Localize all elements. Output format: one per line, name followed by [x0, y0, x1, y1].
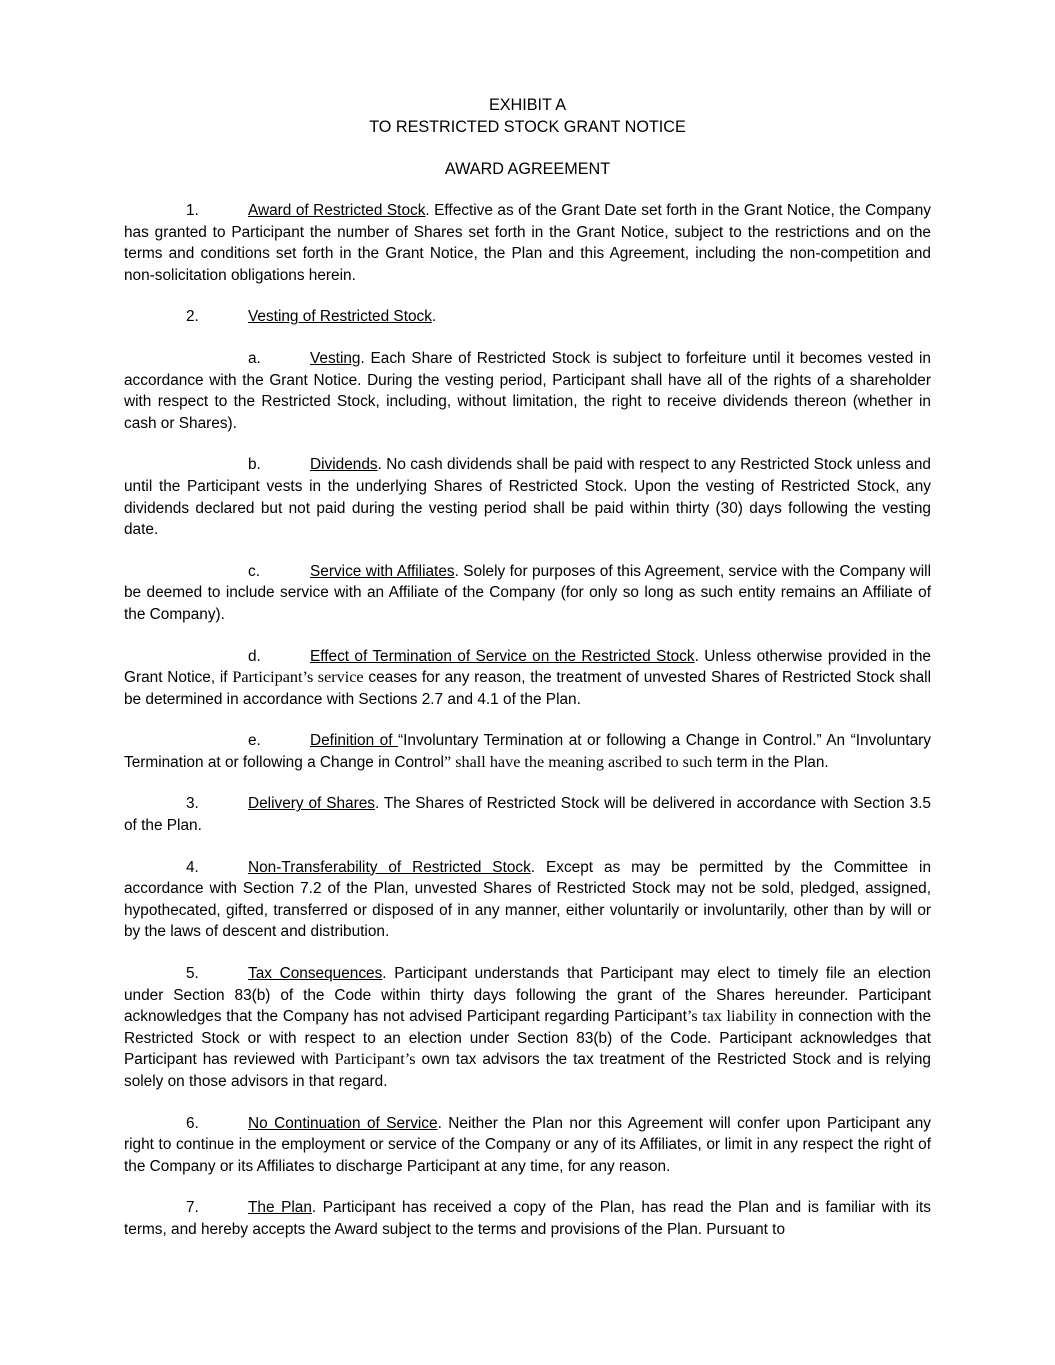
section-1 — [124, 200, 931, 286]
section-2 — [124, 306, 931, 328]
subsection-text: term in the Plan. — [712, 753, 829, 771]
section-text-serif: Participant’s — [334, 1050, 416, 1069]
section-number: 1. — [186, 202, 199, 219]
section-text: . Except as may be permitted by the Committee in accordance with Section 7.2 of the Plan, unvested Shares of Restricted Stock may not be sold, pledged, assigned, hypothecated, gifted, transferred or disposed of in any manner, either voluntarily or involuntarily, other than by will or by the laws of descent and distribution. — [124, 858, 932, 941]
section-3 — [124, 793, 931, 836]
section-2b — [124, 454, 931, 540]
section-6 — [124, 1113, 931, 1178]
subsection-text: “Involuntary Termination at or following a Change in Control.” An “Involuntary Termination at or following a Change in Control — [124, 732, 931, 771]
subsection-text: . Solely for purposes of this Agreement, service with the Company will be deemed to include service with an Affiliate of the Company (for only so long as such entity remains an Affiliate of the Company). — [124, 562, 932, 623]
section-text: . Participant has received a copy of the Plan, has read the Plan and is familiar with its terms, and hereby accepts the Award subject to the terms and provisions of the Plan. Pursuant to — [124, 1199, 931, 1238]
section-number: 2. — [186, 308, 199, 326]
section-heading: Delivery of Shares — [248, 795, 375, 813]
subsection-heading: Service with Affiliates — [310, 562, 455, 580]
agreement-title: AWARD AGREEMENT — [444, 160, 611, 178]
subsection-text-serif: ” shall have the meaning ascribed to such — [443, 752, 713, 771]
section-4 — [124, 857, 931, 943]
exhibit-subtitle: TO RESTRICTED STOCK GRANT NOTICE — [369, 118, 686, 136]
subsection-heading: Dividends — [310, 456, 378, 474]
subsection-text: . No cash dividends shall be paid with respect to any Restricted Stock unless and until the Participant vests in the underlying Shares of Restricted Stock. Upon the vesting of Restricted Stock, any dividends declared but not paid during the vesting period shall be paid within thirty (30) days following the vesting date. — [124, 456, 931, 539]
section-7 — [124, 1197, 931, 1240]
subsection-letter: a. — [248, 349, 261, 367]
section-text: . Participant understands that Participant may elect to timely file an election under Section 83(b) of the Code within thirty days following the grant of the Shares hereunder. Participant acknowledges that the Company has not advised Participant regarding Participant — [124, 965, 931, 1026]
section-text: own tax advisors the tax treatment of the Restricted Stock and is relying solely on those advisors in that regard. — [124, 1051, 931, 1090]
section-text: in connection with the Restricted Stock or with respect to an election under Section 83(b) of the Code. Participant acknowledges that Participant has reviewed with — [124, 1008, 932, 1069]
section-text: . — [431, 308, 437, 326]
subsection-letter: b. — [248, 456, 261, 474]
section-heading: Tax Consequences — [248, 965, 383, 983]
subsection-letter: d. — [248, 647, 261, 665]
section-2e — [124, 730, 931, 773]
section-number: 6. — [186, 1114, 199, 1132]
subsection-text: . Each Share of Restricted Stock is subject to forfeiture until it becomes vested in accordance with the Grant Notice. During the vesting period, Participant shall have all of the rights of a shareholder with respect to the Restricted Stock, including, without limitation, the right to receive dividends thereon (whether in cash or Shares). — [124, 349, 931, 432]
subsection-letter: e. — [248, 732, 261, 750]
section-heading: Award of Restricted Stock — [248, 202, 426, 219]
subsection-heading: Definition of — [310, 732, 399, 750]
subsection-text-serif: Participant’s service — [232, 668, 364, 687]
section-2d — [124, 646, 931, 711]
section-number: 3. — [186, 795, 199, 813]
section-2c — [124, 561, 931, 626]
section-heading: Vesting of Restricted Stock — [248, 308, 432, 326]
section-5 — [124, 963, 931, 1093]
exhibit-label: EXHIBIT A — [488, 96, 567, 114]
section-heading: The Plan — [248, 1199, 312, 1217]
subsection-heading: Effect of Termination of Service on the Restricted Stock — [310, 647, 695, 665]
section-number: 5. — [186, 965, 199, 983]
section-text-serif: ’s tax liability — [686, 1007, 777, 1026]
section-heading: Non-Transferability of Restricted Stock — [248, 858, 531, 876]
section-text: . Neither the Plan nor this Agreement will confer upon Participant any right to continue in the employment or service of the Company or any of its Affiliates, or limit in any respect the right of the Company or its Affiliates to discharge Participant at any time, for any reason. — [124, 1114, 931, 1175]
section-text: . Effective as of the Grant Date set forth in the Grant Notice, the Company has granted to Participant the number of Shares set forth in the Grant Notice, subject to the restrictions and on the terms and conditions set forth in the Grant Notice, the Plan and this Agreement, including the non-competition and non-solicitation obligations herein. — [124, 202, 931, 284]
section-2a — [124, 348, 931, 434]
subsection-text: . Unless otherwise provided in the Grant Notice, if — [124, 647, 931, 687]
subsection-letter: c. — [248, 562, 260, 580]
section-text: . The Shares of Restricted Stock will be delivered in accordance with Section 3.5 of the Plan. — [124, 795, 931, 835]
subsection-heading: Vesting — [310, 349, 361, 367]
section-heading: No Continuation of Service — [248, 1114, 438, 1132]
section-number: 7. — [186, 1199, 199, 1217]
section-number: 4. — [186, 858, 199, 876]
document-page — [124, 92, 931, 1241]
subsection-text: ceases for any reason, the treatment of unvested Shares of Restricted Stock shall be determined in accordance with Sections 2.7 and 4.1 of the Plan. — [124, 669, 931, 708]
